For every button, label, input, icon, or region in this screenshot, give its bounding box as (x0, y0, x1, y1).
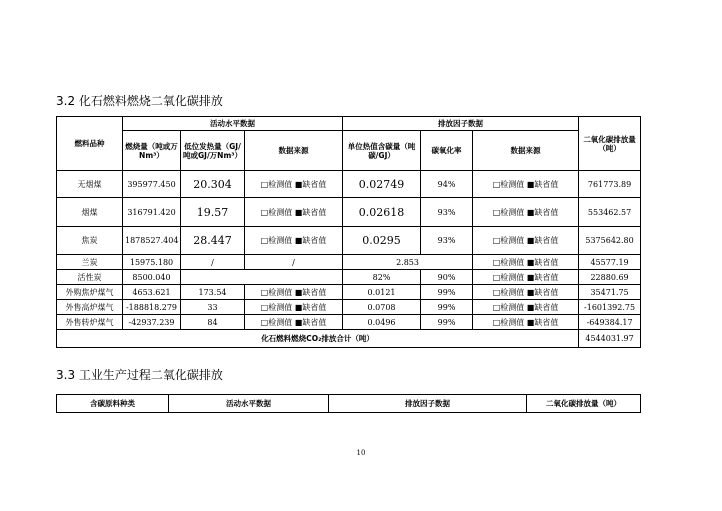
emission-value: 5375642.80 (579, 227, 641, 255)
fuel-ncv: / (181, 255, 245, 270)
data-source-2: □检测值 ■缺省值 (473, 171, 579, 198)
total-row (57, 330, 641, 348)
fuel-quantity: 15975.180 (123, 255, 181, 270)
data-source-2: □检测值 ■缺省值 (473, 300, 579, 315)
header-activity: 活动水平数据 (123, 117, 343, 131)
oxidation-rate: 99% (421, 315, 473, 330)
fuel-name: 外售高炉煤气 (57, 300, 123, 315)
carbon-content: 0.0496 (343, 315, 421, 330)
table-row (57, 285, 641, 300)
header-activity-level: 活动水平数据 (169, 395, 329, 413)
header-emission-factor: 排放因子数据 (329, 395, 527, 413)
oxidation-rate: 93% (421, 198, 473, 227)
fuel-quantity: 4653.621 (123, 285, 181, 300)
data-source-2: □检测值 ■缺省值 (473, 315, 579, 330)
emission-value: 45577.19 (579, 255, 641, 270)
section-heading-3-2: 3.2 化石燃料燃烧二氧化碳排放 (56, 94, 223, 108)
header-carbon-content: 单位热值含碳量（吨碳/GJ） (343, 131, 421, 171)
carbon-content: 0.02618 (343, 198, 421, 227)
table-row (57, 171, 641, 198)
data-source: □检测值 ■缺省值 (245, 285, 343, 300)
data-source: □检测值 ■缺省值 (245, 315, 343, 330)
data-source: □检测值 ■缺省值 (245, 300, 343, 315)
emission-value: 553462.57 (579, 198, 641, 227)
table-row (57, 315, 641, 330)
fuel-name: 焦炭 (57, 227, 123, 255)
fuel-name: 活性炭 (57, 270, 123, 285)
fuel-quantity: 395977.450 (123, 171, 181, 198)
carbon-content: 0.0708 (343, 300, 421, 315)
data-source: □检测值 ■缺省值 (245, 227, 343, 255)
fuel-quantity: 8500.040 (123, 270, 181, 285)
fuel-ncv: 173.54 (181, 285, 245, 300)
fuel-name: 无烟煤 (57, 171, 123, 198)
emission-value: -649384.17 (579, 315, 641, 330)
data-source-2: □检测值 ■缺省值 (473, 255, 579, 270)
table-row (57, 300, 641, 315)
oxidation-rate: 99% (421, 300, 473, 315)
section-heading-3-3: 3.3 工业生产过程二氧化碳排放 (56, 368, 223, 382)
header-carbon-material: 含碳原料种类 (57, 395, 169, 413)
table-row (57, 198, 641, 227)
carbon-content: 0.0295 (343, 227, 421, 255)
table-row (57, 227, 641, 255)
header-consumption: 燃烧量（吨或万Nm³） (123, 131, 181, 171)
fuel-quantity: 1878527.404 (123, 227, 181, 255)
emission-value: 22880.69 (579, 270, 641, 285)
empty-cell (181, 270, 343, 285)
page-number: 10 (356, 449, 366, 457)
data-source: □检测值 ■缺省值 (245, 171, 343, 198)
header-ncv: 低位发热量（GJ/吨或GJ/万Nm³） (181, 131, 245, 171)
fuel-name: 烟煤 (57, 198, 123, 227)
merged-factor: 2.853 (343, 255, 473, 270)
table-row (57, 255, 641, 270)
emission-value: 35471.75 (579, 285, 641, 300)
fuel-ncv: 33 (181, 300, 245, 315)
oxidation-rate: 93% (421, 227, 473, 255)
data-source-2: □检测值 ■缺省值 (473, 270, 579, 285)
header-source-2: 数据来源 (473, 131, 579, 171)
fossil-fuel-table (56, 116, 641, 348)
carbon-content: 0.02749 (343, 171, 421, 198)
table-row (57, 270, 641, 285)
header-source: 数据来源 (245, 131, 343, 171)
total-value: 4544031.97 (579, 330, 641, 348)
oxidation-rate: 90% (421, 270, 473, 285)
carbon-content: 82% (343, 270, 421, 285)
fuel-ncv: 28.447 (181, 227, 245, 255)
emission-value: -1601392.75 (579, 300, 641, 315)
fuel-name: 外购焦炉煤气 (57, 285, 123, 300)
fuel-ncv: 84 (181, 315, 245, 330)
data-source: / (245, 255, 343, 270)
data-source-2: □检测值 ■缺省值 (473, 198, 579, 227)
header-factor: 排放因子数据 (343, 117, 579, 131)
fuel-quantity: -188818.279 (123, 300, 181, 315)
oxidation-rate: 94% (421, 171, 473, 198)
header-fuel: 燃料品种 (57, 117, 123, 171)
fuel-ncv: 19.57 (181, 198, 245, 227)
fuel-ncv: 20.304 (181, 171, 245, 198)
header-oxidation: 碳氧化率 (421, 131, 473, 171)
header-emission: 二氧化碳排放量（吨） (579, 117, 641, 171)
fuel-name: 兰炭 (57, 255, 123, 270)
emission-value: 761773.89 (579, 171, 641, 198)
data-source-2: □检测值 ■缺省值 (473, 227, 579, 255)
data-source-2: □检测值 ■缺省值 (473, 285, 579, 300)
fuel-quantity: 316791.420 (123, 198, 181, 227)
carbon-content: 0.0121 (343, 285, 421, 300)
industrial-process-table (56, 394, 641, 413)
data-source: □检测值 ■缺省值 (245, 198, 343, 227)
oxidation-rate: 99% (421, 285, 473, 300)
total-label: 化石燃料燃烧CO₂排放合计（吨） (57, 330, 579, 348)
header-co2-emission: 二氧化碳排放量（吨） (527, 395, 641, 413)
fuel-name: 外售转炉煤气 (57, 315, 123, 330)
fuel-quantity: -42937.239 (123, 315, 181, 330)
